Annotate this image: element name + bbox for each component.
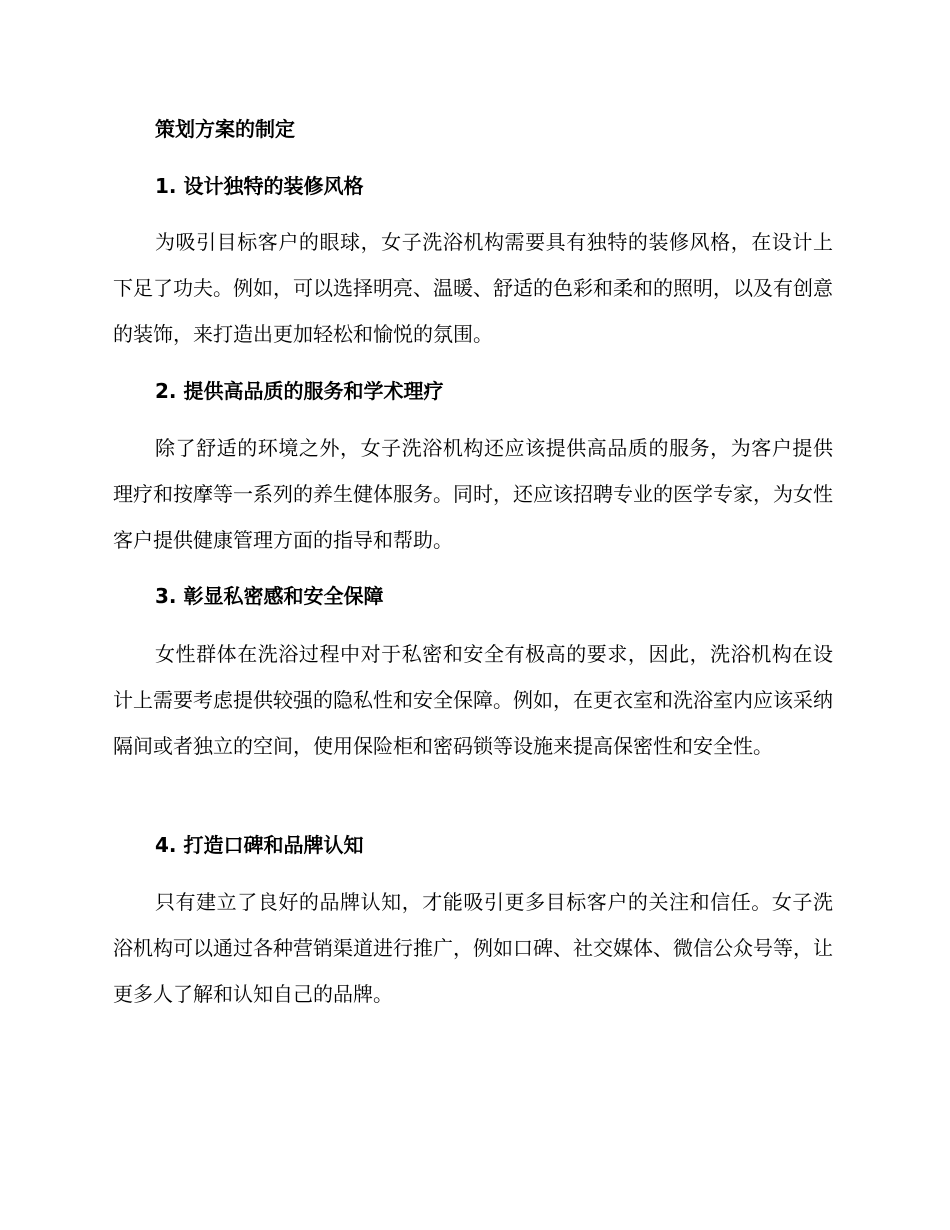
section-paragraph-design-style: 为吸引目标客户的眼球，女子洗浴机构需要具有独特的装修风格，在设计上下足了功夫。例如，可以选择明亮、温暖、舒适的色彩和柔和的照明，以及有创意的装饰，来打造出更加轻松和愉悦的氛围。 [113,230,833,346]
section-heading-design-style: 1. 设计独特的装修风格 [155,174,364,198]
section-heading-privacy-security: 3. 彰显私密感和安全保障 [155,584,384,608]
document-title: 策划方案的制定 [155,117,295,141]
section-heading-quality-service: 2. 提供高品质的服务和学术理疗 [155,379,444,403]
section-paragraph-quality-service: 除了舒适的环境之外，女子洗浴机构还应该提供高品质的服务，为客户提供理疗和按摩等一系列的养生健体服务。同时，还应该招聘专业的医学专家，为女性客户提供健康管理方面的指导和帮助。 [113,436,833,552]
section-paragraph-brand-reputation: 只有建立了良好的品牌认知，才能吸引更多目标客户的关注和信任。女子洗浴机构可以通过各种营销渠道进行推广，例如口碑、社交媒体、微信公众号等，让更多人了解和认知自己的品牌。 [113,890,833,1006]
section-paragraph-privacy-security: 女性群体在洗浴过程中对于私密和安全有极高的要求，因此，洗浴机构在设计上需要考虑提供较强的隐私性和安全保障。例如，在更衣室和洗浴室内应该采纳隔间或者独立的空间，使用保险柜和密码锁等设施来提高保密性和安全性。 [113,642,833,758]
section-heading-brand-reputation: 4. 打造口碑和品牌认知 [155,833,364,857]
